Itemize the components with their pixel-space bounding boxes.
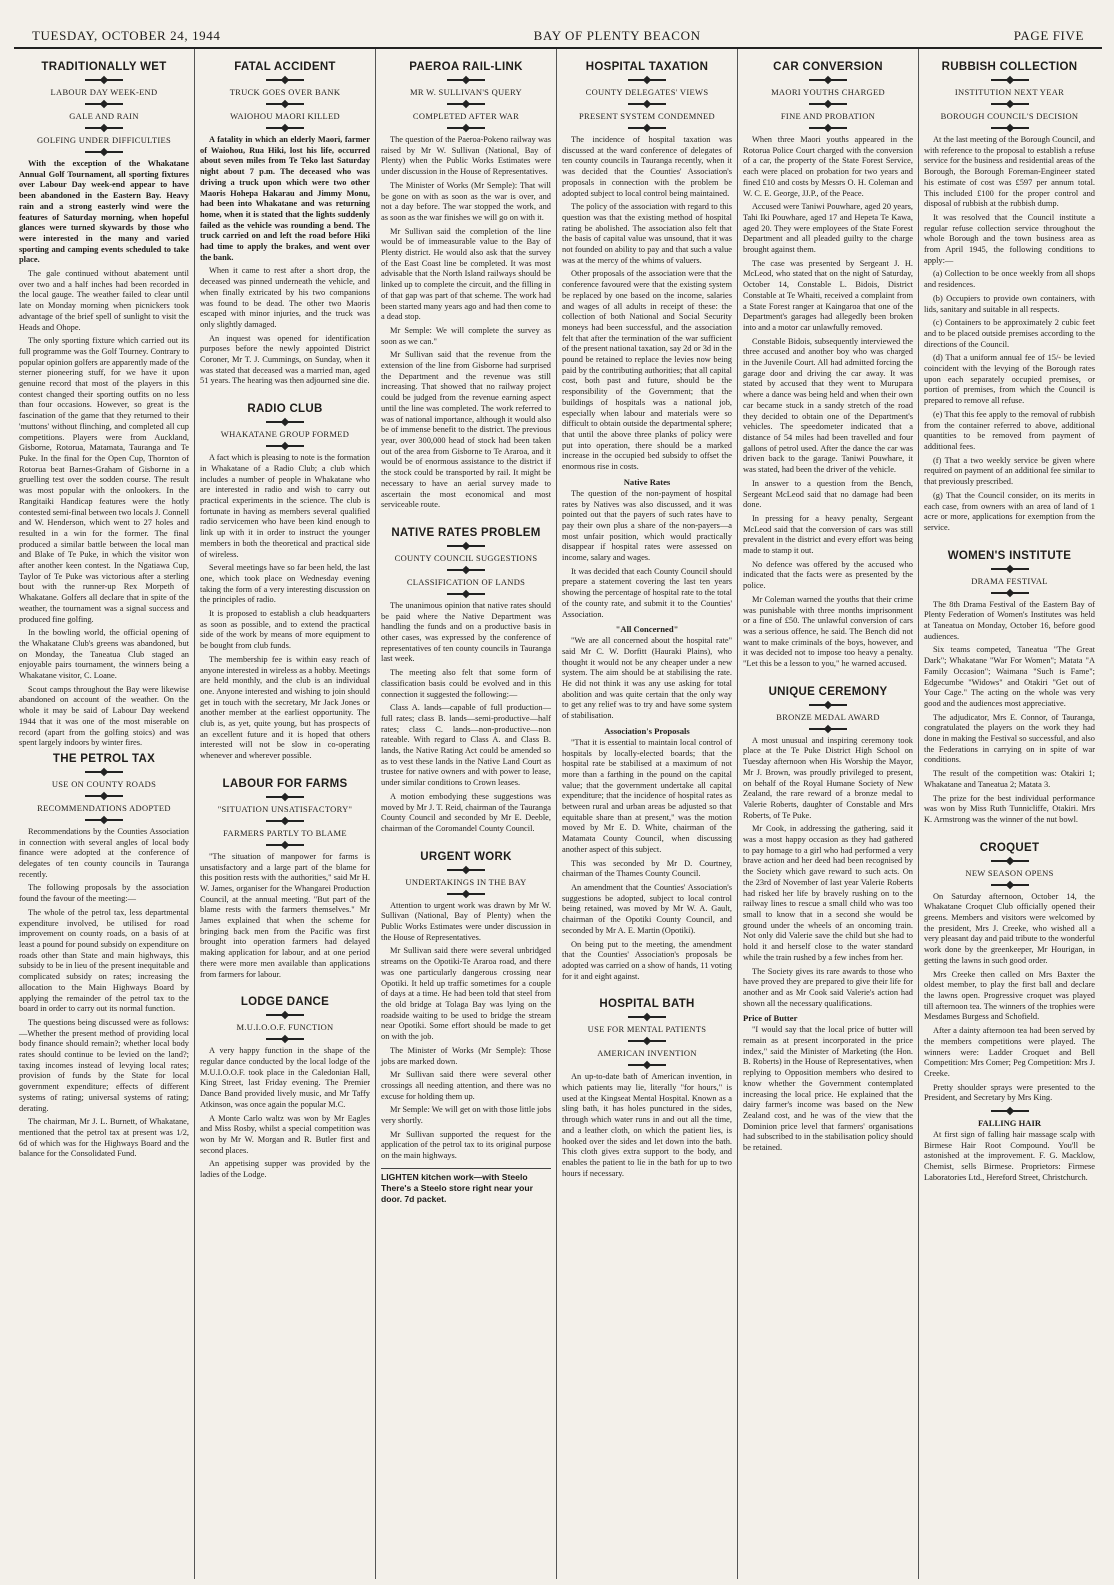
subheadline: GALE AND RAIN: [69, 111, 139, 121]
lead-paragraph: A fatality in which an elderly Maori, farmer of Waiohou, Rua Hiki, lost his life, occurred about seven miles from Te Teko last Saturday night about 7 p.m. The deceased who was driving a truck upon which were two other Maoris Hohepa Hakarau and Jimmy Monu, had been into Whakatane and was returning home, when it is stated that the lights suddenly failed as the vehicle was rounding a bend. The truck carried on and left the road before Hiki had time to apply the brakes, and went over the bank.: [200, 135, 370, 262]
divider: [809, 728, 847, 730]
paragraph: The chairman, Mr J. L. Burnett, of Whakatane, mentioned that the petrol tax at present was 1/2, 6d of which was for the Highways Board and the balance for the Consolidated Fund.: [19, 1117, 189, 1159]
section-heading: FALLING HAIR: [977, 1118, 1042, 1129]
paragraph: A fact which is pleasing to note is the formation in Whakatane of a Radio Club; a club which includes a number of people in Whakatane who are interested in radio and wish to carry out practical experiments in the science. The club is fortunate in having as members several qualified radio servicemen who have been kind enough to link up with it in order to instruct the younger members in both the theoretical and practical side of wireless.: [200, 453, 370, 559]
subheadline: MR W. SULLIVAN'S QUERY: [410, 87, 522, 97]
article-hospital-bath: [562, 986, 732, 1179]
paragraph: A very happy function in the shape of the regular dance conducted by the local lodge of the M.U.I.O.O.F. took place in the Caledonian Hall, King Street, last Friday evening. The Premier Dance Band provided lively music, and Mr Taffy Atkinson, was once again the popular M.C.: [200, 1046, 370, 1109]
paragraph: Mr Sullivan supported the request for the application of the petrol tax to its original purpose on the main highways.: [381, 1129, 551, 1161]
paragraph: At the last meeting of the Borough Council, and with reference to the proposal to establish a refuse service for the business and residential areas of the Borough, the Borough Foreman-Engineer stated his estimate of cost was £597 per annum total. This included £100 for the proper control and disposal of rubbish at the rubbish dump.: [924, 135, 1095, 209]
paragraph: The adjudicator, Mrs E. Connor, of Tauranga, congratulated the players on the work they had done in making the Festival so successful, and also the Federations in carrying on in spite of war conditions.: [924, 712, 1095, 765]
subheadline: UNDERTAKINGS IN THE BAY: [405, 876, 527, 887]
divider: [991, 103, 1029, 105]
page-number: PAGE FIVE: [1013, 28, 1084, 43]
article-price-of-butter: [743, 1013, 913, 1153]
paragraph: Attention to urgent work was drawn by Mr W. Sullivan (National, Bay of Plenty) when the Public Works Estimates were under discussion in the House of Representatives.: [381, 900, 551, 942]
headline: LABOUR FOR FARMS: [222, 777, 348, 790]
divider: [266, 127, 304, 129]
article-petrol-tax: [19, 753, 189, 1160]
subheadline: MAORI YOUTHS CHARGED: [771, 87, 885, 97]
headline: RADIO CLUB: [247, 403, 323, 416]
paragraph: The question of the Paeroa-Pokeno railway was raised by Mr W. Sullivan (National, Bay of Plenty) when the Public Works Estimates were under discussion in the House of Representatives.: [381, 135, 551, 177]
divider: [628, 1016, 666, 1018]
divider: [85, 795, 123, 797]
paragraph: The policy of the association with regard to this question was that the existing method of hospital rating be abolished. The association also felt that the basis of capital value was unsound, that it was not founded on ability to pay and that such a value was at the mercy of the whims of valuers.: [562, 202, 732, 265]
divider: [266, 79, 304, 81]
subheadline: M.U.I.O.O.F. FUNCTION: [236, 1022, 334, 1033]
paragraph: Six teams competed, Taneatua "The Great Dark"; Whakatane "War For Women"; Matata "A Family Occasion"; Waimana "Such is Fame"; Edgecumbe "Widows" and Otakiri "Get out of Your Cage." The acting on the whole was very good and the audiences most appreciative.: [924, 645, 1095, 708]
divider: [85, 79, 123, 81]
subheadline: COMPLETED AFTER WAR: [412, 111, 520, 121]
divider: [628, 1064, 666, 1066]
section-heading: Native Rates: [623, 476, 671, 487]
divider: [447, 869, 485, 871]
divider: [447, 893, 485, 895]
subheadline: FARMERS PARTLY TO BLAME: [223, 827, 347, 838]
divider: [266, 796, 304, 798]
headline: WOMEN'S INSTITUTE: [947, 549, 1072, 562]
divider: [266, 844, 304, 846]
paragraph: The 8th Drama Festival of the Eastern Bay of Plenty Federation of Women's Institutes was held at Taneatua on Monday, October 16, before good audiences.: [924, 599, 1095, 641]
divider: [809, 127, 847, 129]
divider: [266, 421, 304, 423]
masthead: [14, 10, 1102, 49]
paragraph: The whole of the petrol tax, less departmental expenditure involved, be utilised for road improvement on county roads, on a basis of at least a pound for pound subsidy on expenditure on roads other than State and main highways, this subsidy to be in lieu of the present inequitable and complicated subsidy on rates; increasing the allocation to the Main Highways Board by applying the remainder of the petrol tax to the board in order to carry out its normal function.: [19, 907, 189, 1014]
divider: [266, 445, 304, 447]
article-paeroa-rail-link: [381, 61, 551, 511]
subheadline: TRUCK GOES OVER BANK: [229, 87, 341, 97]
paragraph: (f) That a two weekly service be given where required on payment of an additional fee similar to that previously prescribed.: [924, 455, 1095, 487]
subheadline: WAIOHOU MAORI KILLED: [230, 111, 340, 121]
paragraph: The case was presented by Sergeant J. H. McLeod, who stated that on the night of Saturday, October 14, Constable L. Bidois, District Constable at Te Whaiti, received a complaint from a State Forest ranger at Kaingaroa that one of the Department's garages had allegedly been broken into and a motor car unlawfully removed.: [743, 258, 913, 332]
paragraph: (g) That the Council consider, on its merits in each case, from owners with an area of land of 1 acre or more, applications for exemption from the service.: [924, 490, 1095, 532]
paragraph: (e) That this fee apply to the removal of rubbish from the container referred to above, additional quantities to be removed from payment of additional fees.: [924, 409, 1095, 451]
paragraph: An inquest was opened for identification purposes before the newly appointed District Coroner, Mr T. J. Cummings, on Sunday, when it was stated that deceased was a married man, aged 51 years. The hearing was then adjourned sine die.: [200, 333, 370, 386]
headline: URGENT WORK: [420, 850, 512, 863]
divider: [85, 103, 123, 105]
paragraph: Constable Bidois, subsequently interviewed the three accused and another boy who was charged in the Juvenile Court. All had admitted forcing the garage door and driving the car away. It was stated by accused that they went to Murupara where a dance was being held and when their own car became stuck in a sandy stretch of the road they decided to obtain one of the Department's vehicles. The speedometer indicated that a distance of 54 miles had been travelled and four gallons of petrol used. After the dance the car was driven back to the garage. Taniwi Pouwhare, it was stated, had been the driver of the vehicle.: [743, 336, 913, 475]
paragraph: The gale continued without abatement until over two and a half inches had been recorded in the local gauge. The weather failed to clear until late on Monday morning when picnickers took advantage of the brief spell of sunlight to visit the Heads and Ohope.: [19, 269, 189, 332]
paragraph: The Society gives its rare awards to those who have proved they are prepared to give their life for another and as Mr Cook said Valerie's action had shown all the necessary qualifications.: [743, 966, 913, 1008]
subheadline: CLASSIFICATION OF LANDS: [406, 576, 526, 587]
divider: [85, 771, 123, 773]
paragraph: (c) Containers to be approximately 2 cubic feet and to be placed outside premises according to the directions of the Council.: [924, 318, 1095, 349]
divider: [266, 820, 304, 822]
subheadline: NEW SEASON OPENS: [965, 867, 1054, 878]
paragraph: After a dainty afternoon tea had been served by the members competitions were played. The winners were: Ladder Croquet and Bell Competition: Mrs Comer; Peg Competition: Mrs J. Creeke.: [924, 1026, 1095, 1078]
paragraph: Mrs Creeke then called on Mrs Baxter the oldest member, to play the first ball and declare the lawns open. Progressive croquet was played till afternoon tea. The winners of the trophies were Mesdames Burgess and Schofield.: [924, 969, 1095, 1022]
subheadline: DRAMA FESTIVAL: [971, 575, 1048, 586]
headline: LODGE DANCE: [240, 996, 330, 1009]
subheadline: COUNTY DELEGATES' VIEWS: [585, 87, 709, 97]
lead-paragraph: With the exception of the Whakatane Annual Golf Tournament, all sporting fixtures over Labour Day week-end appear to have been abandoned in the Eastern Bay. Heavy rain and a strong easterly wind were the features of Saturday morning, when hopeful glances were turned skywards by those who were interested in the many and varied sporting and camping events scheduled to take place.: [19, 159, 189, 265]
headline: HOSPITAL TAXATION: [585, 61, 709, 73]
paragraph: When three Maori youths appeared in the Rotorua Police Court charged with the conversion of a car, the property of the State Forest Service, each were placed on probation for two years and fined £10 and costs by Messrs O. H. Coleman and W. C. E. George, JJ.P., of the Peace.: [743, 135, 913, 198]
paragraph: "The situation of manpower for farms is unsatisfactory and a large part of the blame for this position rests with the authorities," said Mr H. W. James, organiser for the Whangarei Production Council, at the annual meeting. "But part of the blame rests with the farmers themselves." Mr James explained that when the scheme for bringing back men from the Pacific was first brought into operation farmers had delayed making application for labour, and at one period there were more men available than applications from farmers for labour.: [200, 851, 370, 979]
divider: [809, 704, 847, 706]
subheadline: BRONZE MEDAL AWARD: [776, 711, 880, 722]
subheadline: WHAKATANE GROUP FORMED: [220, 429, 350, 440]
paragraph: "We are all concerned about the hospital rate" said Mr C. W. Dorfitt (Hauraki Plains), who thought it would not be any cheaper under a new system. The aim should be at stabilising the rate. He did not think it was any use asking for total abolition and was quite certain that the only way to get any relief was to try and have some system of stabilisation.: [562, 636, 732, 721]
paragraph: The prize for the best individual performance was won by Miss Ruth Tunnicliffe, Otakiri. Mrs K. Armstrong was the winner of the nut bowl.: [924, 793, 1095, 824]
headline: PAEROA RAIL-LINK: [409, 61, 523, 73]
subheadline: INSTITUTION NEXT YEAR: [954, 87, 1065, 97]
subheadline: "SITUATION UNSATISFACTORY": [217, 803, 353, 814]
subheadline: AMERICAN INVENTION: [597, 1048, 697, 1059]
issue-date: TUESDAY, OCTOBER 24, 1944: [32, 28, 221, 43]
paragraph: A motion embodying these suggestions was moved by Mr J. T. Reid, chairman of the Tauranga County Council and seconded by Mr E. Deeble, chairman of the Coromandel County Council.: [381, 791, 551, 833]
paragraph: Recommendations by the Counties Association in connection with several angles of local body finance were adopted at the conference of delegates of ten county councils in Tauranga recently.: [19, 826, 189, 879]
article-traditionally-wet: [19, 61, 189, 749]
paragraph: At first sign of falling hair massage scalp with Birmese Hair Root Compound. You'll be astonished at the improvement. F. G. Macklow, Chemist, sells Birmese. Proprietors: Firmese Laboratories Ltd., Hereford Street, Christchurch.: [924, 1130, 1095, 1182]
divider: [991, 884, 1029, 886]
paragraph: Mr Semple: We will complete the survey as soon as we can.": [381, 325, 551, 346]
article-croquet: [924, 830, 1095, 1104]
article-car-conversion: [743, 61, 913, 670]
paragraph: An up-to-date bath of American invention, in which patients may lie, literally "for hours," is used at the Kingseat Mental Hospital. Known as a sling bath, it has holes punctured in the sides, through which water runs in and out all the time, and a leather cloth, on which the patient lies, is hooked over the sides and let down into the bath. This cloth gives extra support to the body, and enables the patient to lie in the bath for up to two hours if necessary.: [562, 1072, 732, 1178]
paragraph: No defence was offered by the accused who indicated that the facts were as presented by the police.: [743, 559, 913, 591]
paragraph: In the bowling world, the official opening of the Whakatane Club's greens was abandoned, but on Monday, the Taneatua Club staged an enjoyable pairs tournament, the winners being a Whakatane visitor, C. Loane.: [19, 628, 189, 681]
paragraph: Mr Sullivan said there were several unbridged streams on the Opotiki-Te Araroa road, and there was one particularly dangerous crossing near Opotiki. It held up traffic sometimes for a couple of days at a time. He had been told that steel from the old bridge at Tolaga Bay was lying on the roadside waiting to be used to bridge the stream near Opotiki. Some effort should be made to get on with the job.: [381, 946, 551, 1042]
section-heading: Price of Butter: [743, 1013, 798, 1024]
subheadline: PRESENT SYSTEM CONDEMNED: [579, 111, 715, 121]
falling-hair-advertisement: [924, 1110, 1095, 1184]
headline: CAR CONVERSION: [773, 61, 883, 73]
article-fatal-accident: [200, 61, 370, 387]
section-heading: "All Concerned": [615, 624, 679, 635]
paragraph: Accused were Taniwi Pouwhare, aged 20 years, Tahi Iki Pouwhare, aged 17 and Hepeta Te Kawa, aged 20. They were employees of the State Forest Department and all pleaded guilty to the charge brought against them.: [743, 202, 913, 255]
paragraph: In pressing for a heavy penalty, Sergeant McLeod said that the conversion of cars was still prevalent in the district and every effort was being made to stamp it out.: [743, 513, 913, 556]
divider: [266, 1014, 304, 1016]
divider: [447, 593, 485, 595]
divider: [991, 592, 1029, 594]
paragraph: When it came to rest after a short drop, the deceased was pinned underneath the vehicle, and when finally extricated by his two companions was found to be dead. The other two Maoris escaped with minor injuries, and the truck was only slightly damaged.: [200, 266, 370, 329]
divider: [628, 79, 666, 81]
paragraph: The following proposals by the association found the favour of the meeting:—: [19, 883, 189, 904]
paragraph: "I would say that the local price of butter will remain as at present incorporated in the price index," said the Minister of Marketing (the Hon. B. Roberts) in the House of Representatives, when replying to Opposition members who desired to know whether the Government contemplated increasing the local price. He explained that the dairy farmer's income was based on the New Zealand cost, and he was of the view that the Dominion price level that farmers' organisations had subscribed to in the stabilisation policy should be retained.: [743, 1025, 913, 1153]
column-2: [195, 49, 376, 1579]
divider: [628, 1040, 666, 1042]
paragraph: It is proposed to establish a club headquarters as soon as possible, and to extend the practical side of the work by means of more equipment to be bought from club funds.: [200, 609, 370, 651]
divider: [991, 860, 1029, 862]
headline: NATIVE RATES PROBLEM: [391, 526, 541, 539]
paragraph: An amendment that the Counties' Association's suggestions be adopted, subject to local control being retained, was moved by Mr W. A. Gault, chairman of the Opotiki County Council, and seconded by Mr A. E. Martin (Opotiki).: [562, 883, 732, 935]
divider: [809, 79, 847, 81]
paragraph: Mr Coleman warned the youths that their crime was punishable with three months imprisonment or a fine of £50. The unlawful conversion of cars was a serious offence, he said. The Bench did not want to make criminals of the boys, however, and it was decided not to impose too heavy a penalty. "Let this be a lesson to you," he warned accused.: [743, 594, 913, 669]
paragraph: Several meetings have so far been held, the last one, which took place on Wednesday evening taking the form of a very interesting discussion on the principles of radio.: [200, 563, 370, 605]
paragraph: On Saturday afternoon, October 14, the Whakatane Croquet Club officially opened their greens. Members and visitors were welcomed by the president, Mrs J. Creeke, who wished all a very pleasant day and paid tribute to the wonderful work done by the greenkeeper, Mr Hourigan, in getting the lawns in such good order.: [924, 891, 1095, 965]
divider: [85, 819, 123, 821]
divider: [809, 103, 847, 105]
paragraph: An appetising supper was provided by the ladies of the Lodge.: [200, 1159, 370, 1180]
paragraph: Class A. lands—capable of full production—full rates; class B. lands—semi-productive—half rates; class C. lands—non-productive—non rateable. With regard to Class A. and Class B. lands, the Native Rating Act could be amended so as to vest these lands in the Native Land Court as trustee for native owners and with power to lease, under similar conditions to Crown leases.: [381, 703, 551, 788]
divider: [991, 1110, 1029, 1112]
headline: UNIQUE CEREMONY: [768, 685, 888, 698]
column-6: [919, 49, 1100, 1579]
divider: [85, 151, 123, 153]
divider: [628, 127, 666, 129]
article-labour-for-farms: [200, 766, 370, 980]
divider: [447, 569, 485, 571]
paragraph: The Minister of Works (Mr Semple): Those jobs are marked down.: [381, 1045, 551, 1066]
subheadline: USE FOR MENTAL PATIENTS: [587, 1024, 707, 1035]
paragraph: Pretty shoulder sprays were presented to the President, and Secretary by Mrs King.: [924, 1082, 1095, 1103]
headline: THE PETROL TAX: [52, 752, 156, 765]
paragraph: The result of the competition was: Otakiri 1; Whakatane and Taneatua 2; Matata 3.: [924, 769, 1095, 789]
paragraph: Mr Semple: We will get on with those little jobs very shortly.: [381, 1105, 551, 1126]
column-layout: [14, 49, 1102, 1579]
subheadline: RECOMMENDATIONS ADOPTED: [37, 802, 171, 813]
headline: FATAL ACCIDENT: [234, 61, 336, 73]
divider: [628, 103, 666, 105]
paragraph: "That it is essential to maintain local control of hospitals by locally-elected boards; that the hospital rate be stabilised at a maximum of not more than a farthing in the pound on the capital value; that the government undertake all capital expenditure; that the incidence of hospital rates as between rural and urban areas be adjusted so that equitable share than at present," was the motion moved by Mr E. D. White, chairman of the Matamata County Council, when discussing another aspect of this subject.: [562, 737, 732, 854]
headline: HOSPITAL BATH: [599, 998, 695, 1011]
paragraph: The meeting also felt that some form of classification basis could be evolved and in this connection it suggested the following:—: [381, 668, 551, 699]
paragraph: This was seconded by Mr D. Courtney, chairman of the Thames County Council.: [562, 858, 732, 879]
divider: [991, 127, 1029, 129]
column-5: [738, 49, 919, 1579]
subheadline: LABOUR DAY WEEK-END: [50, 87, 158, 97]
paragraph: A most unusual and inspiring ceremony took place at the Te Puke District High School on Tuesday afternoon when His Worship the Mayor, Mr J. Brown, was proudly privileged to present, on behalf of the Royal Humane Society of New Zealand, the rare reward of a bronze medal to Valerie Roberts, daughter of Constable and Mrs Roberts, of Te Puke.: [743, 735, 913, 820]
divider: [85, 127, 123, 129]
column-3: [376, 49, 557, 1579]
section-heading: Association's Proposals: [604, 725, 690, 736]
paragraph: Other proposals of the association were that the conference favoured were that the existing system be replaced by one based on the income, salaries and wages of all adults in receipt of these: the collection of both National and Social Security moneys had been successful, and the association felt that after the termination of the war sufficient of the present national taxation, say 2d or 3d in the pound be retained to replace the levies now being paid by the contributing authorities; that all capital cost, both past and future, should be the responsibility of the Government; that the buildings of hospitals was a national job, especially when labour and materials were so difficult to obtain outside the departmental sphere; that until the above three planks of policy were put into operation, there should be a marked increase in the occupied bed subsidy to offset the enormous rise in costs.: [562, 269, 733, 472]
headline: TRADITIONALLY WET: [41, 61, 167, 73]
article-hospital-taxation: [562, 61, 732, 982]
column-4: [557, 49, 738, 1579]
headline: RUBBISH COLLECTION: [941, 61, 1078, 73]
subheadline: FINE AND PROBATION: [780, 111, 876, 121]
divider: [447, 545, 485, 547]
divider: [991, 568, 1029, 570]
headline: CROQUET: [979, 841, 1040, 854]
paragraph: It was resolved that the Council institute a regular refuse collection service throughout the whole Borough and the town business area as from April 1945, the following conditions to apply:—: [924, 212, 1095, 265]
paragraph: On being put to the meeting, the amendment that the Counties' Association's proposals be adopted was carried on a show of hands, 11 voting for it and eight against.: [562, 939, 732, 981]
paragraph: Mr Sullivan said the completion of the line would be of immeasurable value to the Bay of Plenty district. He would also ask that the survey of the East Coast line be completed. It was most advisable that the North Island railways should be linked up to complete the circuit, and the filling in of that gap was part of that scheme. The work had been started many years ago and had then come to a dead stop.: [381, 226, 551, 322]
paragraph: The unanimous opinion that native rates should be paid where the Native Department was handling the funds and on a productive basis in other cases, was expressed by the conference of representatives of ten county councils in Tauranga last week.: [381, 600, 551, 664]
paragraph: The only sporting fixture which carried out its full programme was the Golf Tourney. Contrary to popular opinion golfers are apparently made of the sterner pioneering stuff, for we have it upon genuine record that most of the players in this contest changed their sporting outfits on no less than four occasions. However, so great is the fascination of the game that they returned to their 'muttons' without flinching, and completed all cup competitions. Players were from Auckland, Gisborne, Rotorua, Matamata, Tauranga and Te Puke. In the final for the Open Cup, Thornton of Rotorua beat Barnes-Graham of Gisborne in a gruelling test over the sodden course. The result was most popular with the onlookers. In the Rangitaiki Handicap features were the hotly contested semi-final between two locals J. Connell and W. Henderson, which went to 27 holes and resulted in a win for the former. The final produced a similar battle between the local man and Blake of Te Puke, in which the visitor won after another keen contest. In the Ngatiawa Cup, Taylor of Te Puke was victorious after a sterling bout with the runner-up Rex Morpeth of Whakatane. Golfers all declare that in spite of the weather, the tournament was a signal success and produced fine golfing.: [19, 336, 190, 624]
newspaper-title: BAY OF PLENTY BEACON: [533, 28, 701, 43]
divider: [266, 1038, 304, 1040]
paragraph: It was decided that each County Council should prepare a statement covering the last ten years showing the percentage of hospital rate to the total of the county rate, and submit it to the Counties' Association.: [562, 566, 732, 619]
column-1: [14, 49, 195, 1579]
article-womens-institute: [924, 538, 1095, 826]
paragraph: (d) That a uniform annual fee of 15/- be levied coincident with the levying of the Borough rates upon each separately occupied premises, or portion of premises, from which the Council is prepared to remove all refuse.: [924, 353, 1095, 406]
subheadline: GOLFING UNDER DIFFICULTIES: [36, 135, 172, 145]
paragraph: The questions being discussed were as follows:—Whether the present method of providing local body finance should remain?; whether local body rates should continue to be levied on the land?; taxing incomes instead of levying local rates; provision of funds by the State for local government expenditure; effects of different systems of rating; universal systems of rating; derating.: [19, 1017, 189, 1113]
divider: [447, 79, 485, 81]
paragraph: A Monte Carlo waltz was won by Mr Eagles and Miss Rosby, whilst a special competition was won by Mr W. Morgan and R. Butler first and second places.: [200, 1113, 370, 1155]
paragraph: (a) Collection to be once weekly from all shops and residences.: [924, 269, 1095, 290]
article-rubbish-collection: [924, 61, 1095, 534]
paragraph: The Minister of Works (Mr Semple): That will be gone on with as soon as the war is over, and not a day before. The war stopped the work, and as soon as the war finishes we will go on with it.: [381, 180, 551, 222]
divider: [447, 103, 485, 105]
paragraph: (b) Occupiers to provide own containers, with lids, sanitary and suitable in all respects.: [924, 293, 1095, 314]
subheadline: USE ON COUNTY ROADS: [51, 778, 157, 789]
steelo-advertisement: LIGHTEN kitchen work—with Steelo There's a Steelo store right near your door. 7d packet.: [381, 1168, 551, 1205]
article-urgent-work: [381, 839, 551, 1162]
paragraph: The membership fee is within easy reach of anyone interested in wireless as a hobby. Meetings are held monthly, and the club is an individual one. Anyone interested and wishing to join should get in touch with the secretary, Mr Jack Jones or another member at the earliest opportunity. The club is, as yet, quite young, but has prospects of an excellent future and it is hoped that others interested will not be slow in co-operating whenever and wherever possible.: [200, 654, 370, 761]
article-lodge-dance: [200, 984, 370, 1180]
article-native-rates-problem: [381, 515, 551, 835]
article-radio-club: [200, 391, 370, 762]
paragraph: Scout camps throughout the Bay were likewise abandoned on account of the weather. On the whole it may be said of Labour Day weekend 1944 that it was one of the most miserable on record (apart from the golfing stoics) and was spent largely indoors by winter fires.: [19, 684, 189, 748]
paragraph: The question of the non-payment of hospital rates by Natives was also discussed, and it was pointed out that the payers of such rates have to pay their own plus a share of the non-payers—a most unfair position, which would practically disappear if hospital rates were assessed on income, salary and wages.: [562, 488, 732, 563]
divider: [991, 79, 1029, 81]
paragraph: In answer to a question from the Bench, Sergeant McLeod said that no damage had been done.: [743, 478, 913, 510]
divider: [266, 103, 304, 105]
paragraph: Mr Cook, in addressing the gathering, said it was a most happy occasion as they had gathered to pay homage to a girl who had performed a very brave action and her deed had been recognised by the Society which gave reward to such acts. On the 23rd of November of last year Valerie Roberts had risked her life by bravely rushing on to the railway lines to rescue a small child who was too small to know that in a second she would be ground under the wheels of an oncoming train. Not only did Valerie save the child but she had to hold it and herself close to the water standard while the train rushed by a few inches from her.: [743, 824, 913, 962]
article-unique-ceremony: [743, 674, 913, 1010]
subheadline: COUNTY COUNCIL SUGGESTIONS: [394, 552, 538, 563]
paragraph: Mr Sullivan said that the revenue from the extension of the line from Gisborne had surprised the Department and the revenue was still increasing. That showed that no railway project could be judged from the revenue earning aspect until the line was completed. The work referred to was of national importance, although it would also be of immense benefit to the district. The previous year, over 300,000 head of stock had been taken out of the area from Gisborne to Te Araroa, and it would be of enormous assistance to the district if the stock could be transported by rail. It might be necessary to have an aerial survey made to ascertain the most economical and most serviceable route.: [381, 350, 551, 510]
subheadline: BOROUGH COUNCIL'S DECISION: [940, 111, 1079, 121]
paragraph: The incidence of hospital taxation was discussed at the ward conference of delegates of ten county councils in Tauranga recently, when it was decided that the Counties' Association's proposals in connection with the problem be adopted subject to local control being maintained.: [562, 135, 732, 198]
divider: [447, 127, 485, 129]
paragraph: Mr Sullivan said there were several other crossings all needing attention, and there was no excuse for holding them up.: [381, 1070, 551, 1101]
